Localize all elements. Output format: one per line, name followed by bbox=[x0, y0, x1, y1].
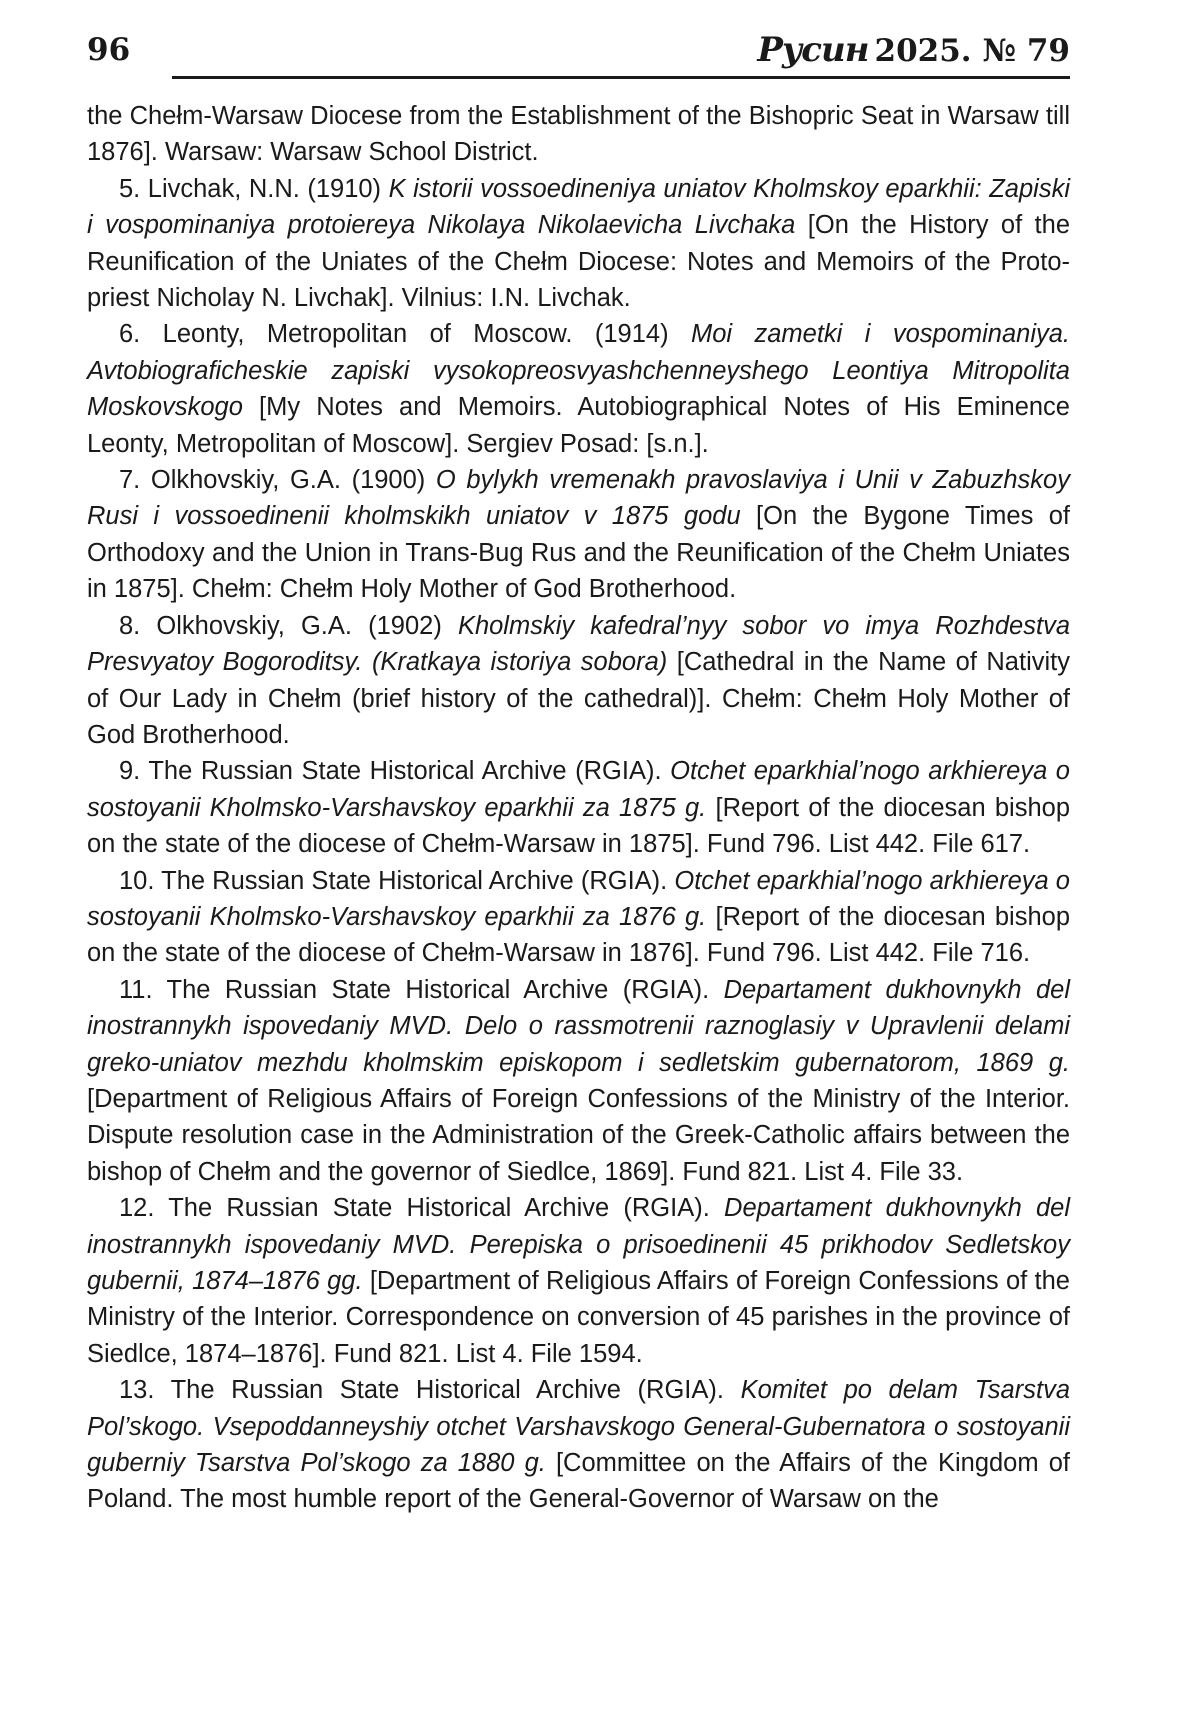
reference-lead: 7. Olkhovskiy, G.A. (1900) bbox=[119, 466, 436, 495]
reference-item bbox=[87, 608, 1070, 754]
reference-title: Komitet po delam Tsarstva Pol’skogo. Vsepoddanneyshiy otchet Varshavskogo General-Gubernatora o sostoyanii guberniy Tsarstva Pol’skogo za 1880 g. bbox=[87, 1376, 1070, 1478]
reference-title: K istorii vossoedineniya uniatov Kholmskoy eparkhii: Zapiski i vospominaniya protoiereya Nikolaya Nikolaevicha Livchaka bbox=[87, 174, 1070, 240]
page-number: 96 bbox=[87, 32, 131, 68]
reference-lead: 9. The Russian State Historical Archive (RGIA). bbox=[119, 757, 671, 786]
reference-item bbox=[87, 462, 1070, 608]
reference-title: Departament dukhovnykh del inostrannykh ispovedaniy MVD. Perepiska o prisoedinenii 45 prikhodov Sedletskoy gubernii, 1874–1876 gg. bbox=[87, 1194, 1071, 1295]
reference-lead: 11. The Russian State Historical Archive (RGIA). bbox=[119, 975, 724, 1004]
reference-list bbox=[87, 98, 1070, 1518]
reference-lead: 6. Leonty, Metropolitan of Moscow. (1914) bbox=[119, 320, 691, 349]
reference-rest: [Department of Religious Affairs of Foreign Confessions of the Ministry of the Interior. Correspondence on conversion of 45 parishes in the province of Siedlce, 1874–1876]. Fund 821. List 4. File 1594. bbox=[87, 1267, 1070, 1368]
reference-rest: [Report of the diocesan bishop on the state of the diocese of Chełm-Warsaw in 1875]. Fund 796. List 442. File 617. bbox=[87, 793, 1071, 859]
reference-title: Kholmskiy kafedral’nyy sobor vo imya Rozhdestva Presvyatoy Bogoroditsy. (Kratkaya istoriya sobora) bbox=[87, 611, 1070, 677]
issue-number: 2025. № 79 bbox=[874, 33, 1070, 69]
reference-item bbox=[87, 316, 1070, 462]
reference-title: Departament dukhovnykh del inostrannykh ispovedaniy MVD. Delo o rassmotrenii raznoglasiy v Upravlenii delami greko-uniatov mezhdu kholmskim episkopom i sedletskim gubernatorom, 1869 g. bbox=[87, 975, 1070, 1077]
reference-rest: [Cathedral in the Name of Nativity of Our Lady in Chełm (brief history of the cathedral)]. Chełm: Chełm Holy Mother of God Brotherhood. bbox=[87, 648, 1070, 749]
reference-rest: [Report of the diocesan bishop on the state of the diocese of Chełm-Warsaw in 1876]. Fund 796. List 442. File 716. bbox=[87, 902, 1071, 968]
reference-lead: 8. Olkhovskiy, G.A. (1902) bbox=[119, 611, 458, 640]
reference-lead: 5. Livchak, N.N. (1910) bbox=[119, 174, 389, 203]
reference-item bbox=[87, 98, 1070, 171]
reference-item bbox=[87, 863, 1070, 972]
reference-title: Moi zametki i vospominaniya. Avtobiograficheskie zapiski vysokopreosvyashchenneyshego Leontiya Mitropolita Moskovskogo bbox=[87, 320, 1071, 422]
reference-rest: [My Notes and Memoirs. Autobiographical Notes of His Eminence Leonty, Metropolitan of Moscow]. Sergiev Posad: [s.n.]. bbox=[87, 393, 1070, 458]
reference-title: Otchet eparkhial’nogo arkhiereya o sostoyanii Kholmsko-Varshavskoy eparkhii za 1876 g. bbox=[87, 866, 1070, 931]
reference-rest: [On the History of the Reunification of the Uniates of the Chełm Diocese: Notes and Memoirs of the Proto-priest Nicholay N. Livchak]. Vilnius: I.N. Livchak. bbox=[87, 211, 1071, 313]
reference-lead: 10. The Russian State Historical Archive (RGIA). bbox=[119, 866, 675, 895]
reference-item bbox=[87, 972, 1070, 1190]
page-header bbox=[87, 26, 1070, 80]
reference-item bbox=[87, 1190, 1070, 1372]
reference-item bbox=[87, 753, 1070, 862]
reference-rest: [Committee on the Affairs of the Kingdom of Poland. The most humble report of the General-Governor of Warsaw on the bbox=[87, 1449, 1070, 1514]
reference-lead: 12. The Russian State Historical Archive (RGIA). bbox=[119, 1194, 725, 1223]
reference-title: Otchet eparkhial’nogo arkhiereya o sostoyanii Kholmsko-Varshavskoy eparkhii za 1875 g. bbox=[87, 757, 1070, 822]
reference-item bbox=[87, 171, 1070, 317]
journal-info bbox=[757, 30, 1070, 71]
journal-name: Русин bbox=[757, 30, 869, 70]
header-rule bbox=[172, 76, 1070, 79]
reference-rest: the Chełm-Warsaw Diocese from the Establishment of the Bishopric Seat in Warsaw till 1876]. Warsaw: Warsaw School District. bbox=[87, 102, 1070, 167]
reference-rest: [On the Bygone Times of Orthodoxy and the Union in Trans-Bug Rus and the Reunification of the Chełm Uniates in 1875]. Chełm: Chełm Holy Mother of God Brotherhood. bbox=[87, 502, 1071, 604]
reference-title: O bylykh vremenakh pravoslaviya i Unii v Zabuzhskoy Rusi i vossoedinenii kholmskikh uniatov v 1875 godu bbox=[87, 466, 1070, 531]
reference-item bbox=[87, 1372, 1070, 1518]
reference-lead: 13. The Russian State Historical Archive (RGIA). bbox=[119, 1376, 741, 1405]
reference-rest: [Department of Religious Affairs of Foreign Confessions of the Ministry of the Interior. Dispute resolution case in the Administration of the Greek-Catholic affairs between the bishop of Chełm and the governor of Siedlce, 1869]. Fund 821. List 4. File 33. bbox=[87, 1084, 1070, 1186]
